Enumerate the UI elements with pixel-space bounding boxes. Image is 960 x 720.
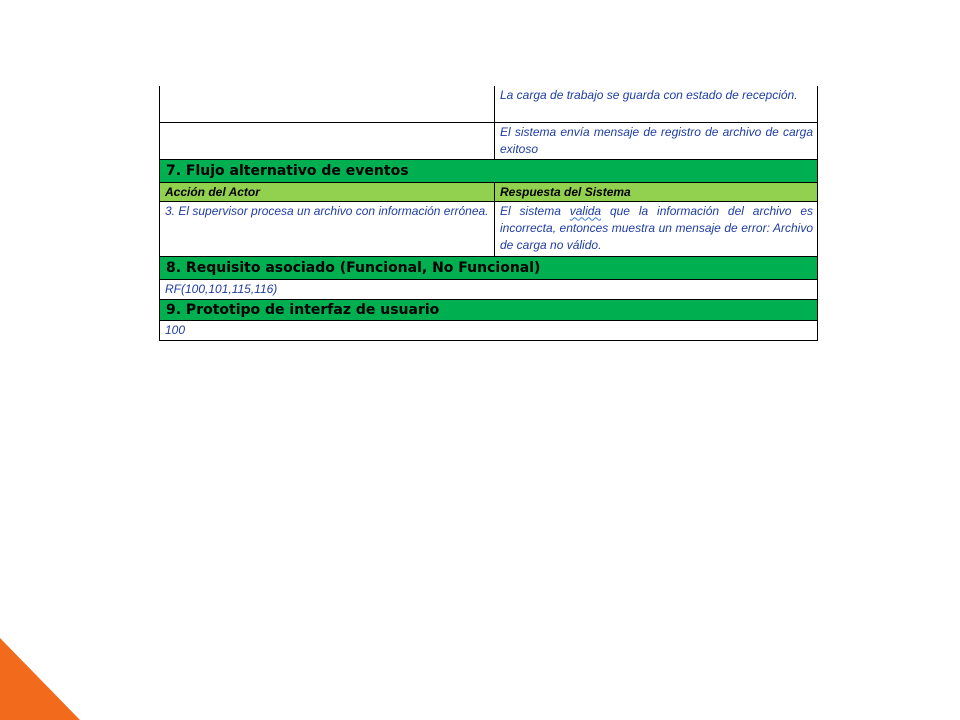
system-response-cell: El sistema envía mensaje de registro de archivo de carga exitoso (495, 122, 818, 159)
requirements-value: RF(100,101,115,116) (160, 279, 818, 299)
prototype-value: 100 (160, 320, 818, 340)
table-row (160, 86, 818, 122)
table-row (160, 201, 818, 256)
spellcheck-flagged-word: valida (569, 203, 602, 218)
system-response-cell: La carga de trabajo se guarda con estado de recepción. (495, 86, 818, 122)
column-header-actor: Acción del Actor (160, 182, 495, 201)
section-title: 9. Prototipo de interfaz de usuario (160, 299, 818, 320)
table-row (160, 122, 818, 159)
section-title: 8. Requisito asociado (Funcional, No Funcional) (160, 256, 818, 279)
section-header-alternative-flow (160, 159, 818, 182)
system-response-cell (495, 201, 818, 256)
actor-cell (160, 122, 495, 159)
table-row (160, 279, 818, 299)
use-case-table (159, 86, 818, 341)
response-text-start: El sistema (500, 203, 570, 218)
response-text-end: que la información del archivo es incorrecta, entonces muestra un mensaje de error: Archivo de carga no válido. (500, 203, 813, 252)
column-header-system: Respuesta del Sistema (495, 182, 818, 201)
table-row (160, 320, 818, 340)
actor-cell: 3. El supervisor procesa un archivo con información errónea. (160, 201, 495, 256)
column-header-row (160, 182, 818, 201)
orange-triangle-icon (0, 638, 80, 720)
section-title: 7. Flujo alternativo de eventos (160, 159, 818, 182)
section-header-requirements (160, 256, 818, 279)
actor-cell (160, 86, 495, 122)
section-header-prototype (160, 299, 818, 320)
